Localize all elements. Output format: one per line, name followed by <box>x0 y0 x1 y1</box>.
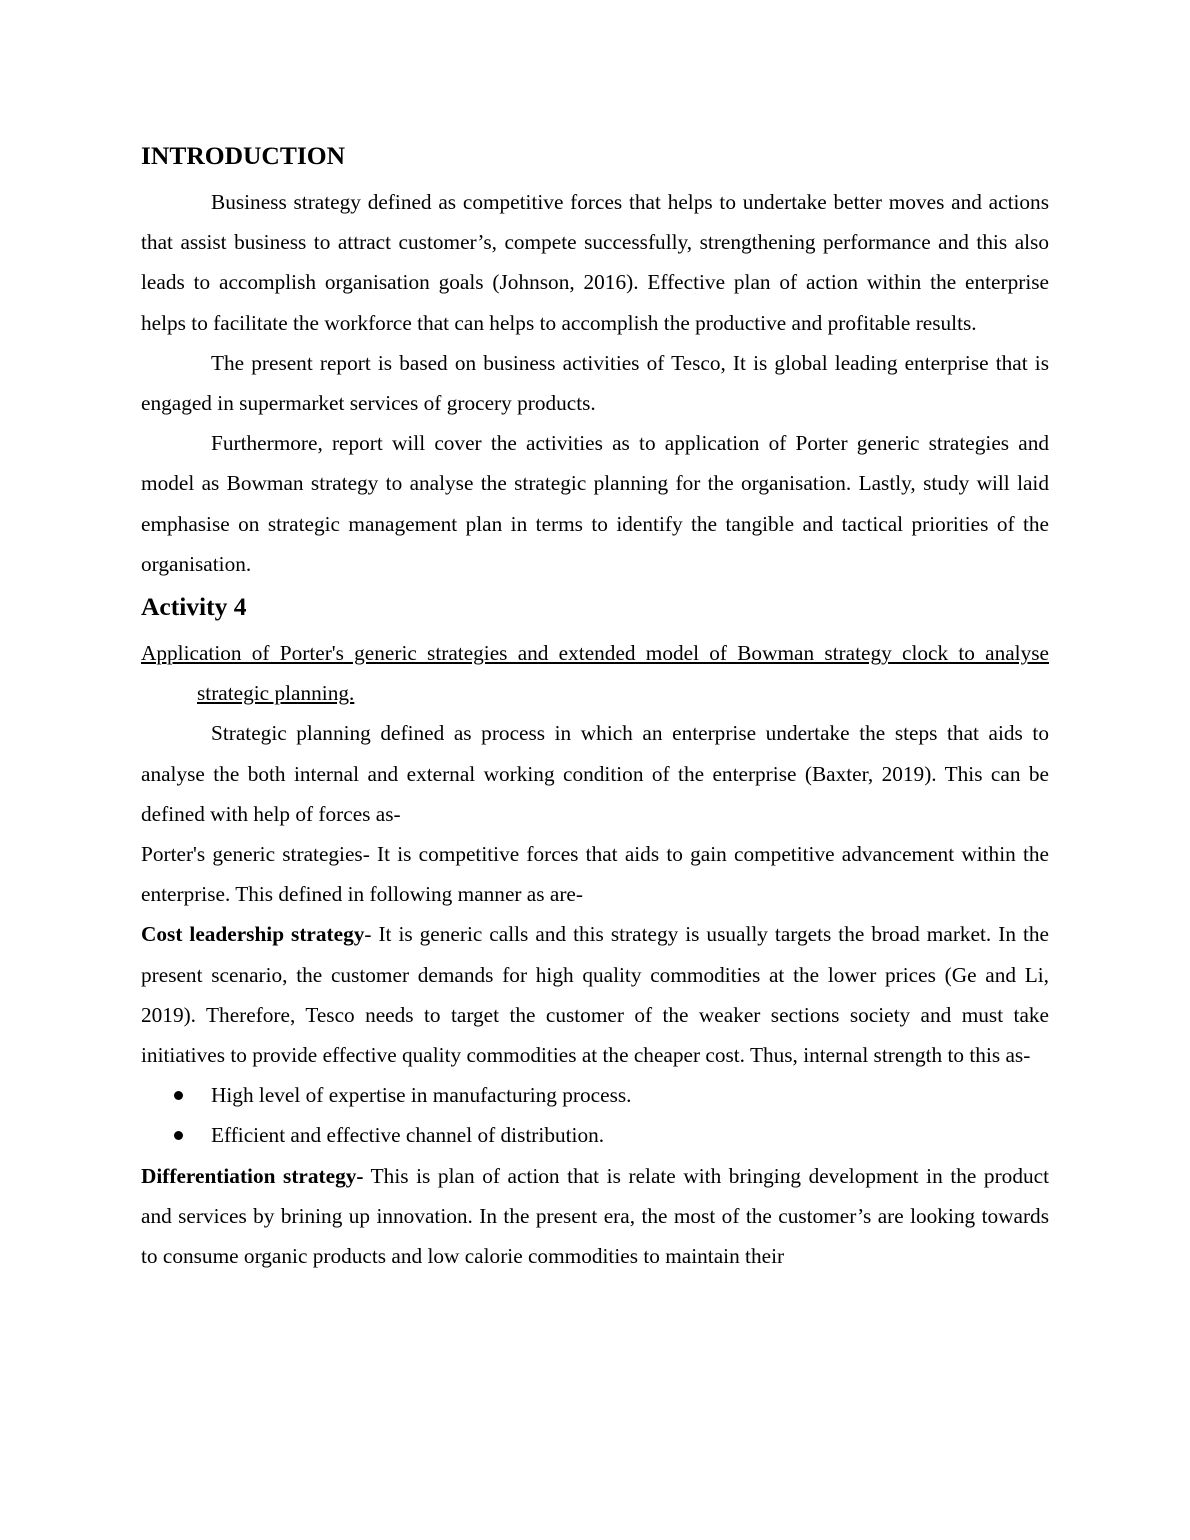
list-item <box>141 1075 1049 1115</box>
list-item-text: High level of expertise in manufacturing process. <box>211 1083 632 1108</box>
cost-leadership-label: Cost leadership strategy <box>141 922 365 947</box>
introduction-heading: INTRODUCTION <box>141 141 346 170</box>
differentiation-text: This is plan of action that is relate with bringing development in the product and services by brining up innovation. In the present era, the most of the customer’s are looking towards to consume organic products and low calorie commodities to maintain their <box>141 1163 1049 1269</box>
differentiation-label: Differentiation strategy- <box>141 1163 364 1188</box>
list-item <box>141 1115 1049 1155</box>
cost-leadership-text: - It is generic calls and this strategy is usually targets the broad market. In the present scenario, the customer demands for high quality commodities at the lower prices (Ge and Li, 2019). Therefore, Tesco needs to target the customer of the weaker sections society and must take initiatives to provide effective quality commodities at the cheaper cost. Thus, internal strength to this as- <box>141 922 1049 1068</box>
intro-paragraph-2: The present report is based on business activities of Tesco, It is global leading enterprise that is engaged in supermarket services of grocery products. <box>141 350 1049 416</box>
strengths-list <box>141 1075 1049 1155</box>
document-page <box>141 138 1049 1276</box>
bullet-icon <box>174 1131 183 1140</box>
intro-paragraph-3: Furthermore, report will cover the activities as to application of Porter generic strategies and model as Bowman strategy to analyse the strategic planning for the organisation. Lastly, study will laid emphasise on strategic management plan in terms to identify the tangible and tactical priorities of the organisation. <box>141 431 1049 576</box>
differentiation-paragraph <box>141 1156 1049 1277</box>
porter-generic-paragraph: Porter's generic strategies- It is competitive forces that aids to gain competitive advancement within the enterprise. This defined in following manner as are- <box>141 842 1049 907</box>
activity-4-heading: Activity 4 <box>141 592 247 622</box>
cost-leadership-paragraph <box>141 914 1049 1075</box>
intro-paragraph-1: Business strategy defined as competitive forces that helps to undertake better moves and actions that assist business to attract customer’s, compete successfully, strengthening performance and this also leads to accomplish organisation goals (Johnson, 2016). Effective plan of action within the enterprise helps to facilitate the workforce that can helps to accomplish the productive and profitable results. <box>141 190 1049 335</box>
bullet-icon <box>174 1091 183 1100</box>
strategic-planning-paragraph: Strategic planning defined as process in which an enterprise undertake the steps that aids to analyse the both internal and external working condition of the enterprise (Baxter, 2019). This can be defined with help of forces as- <box>141 721 1049 826</box>
list-item-text: Efficient and effective channel of distribution. <box>211 1123 605 1148</box>
activity-4-subheading: Application of Porter's generic strategies and extended model of Bowman strategy clock to analyse strategic planning. <box>141 641 1049 706</box>
